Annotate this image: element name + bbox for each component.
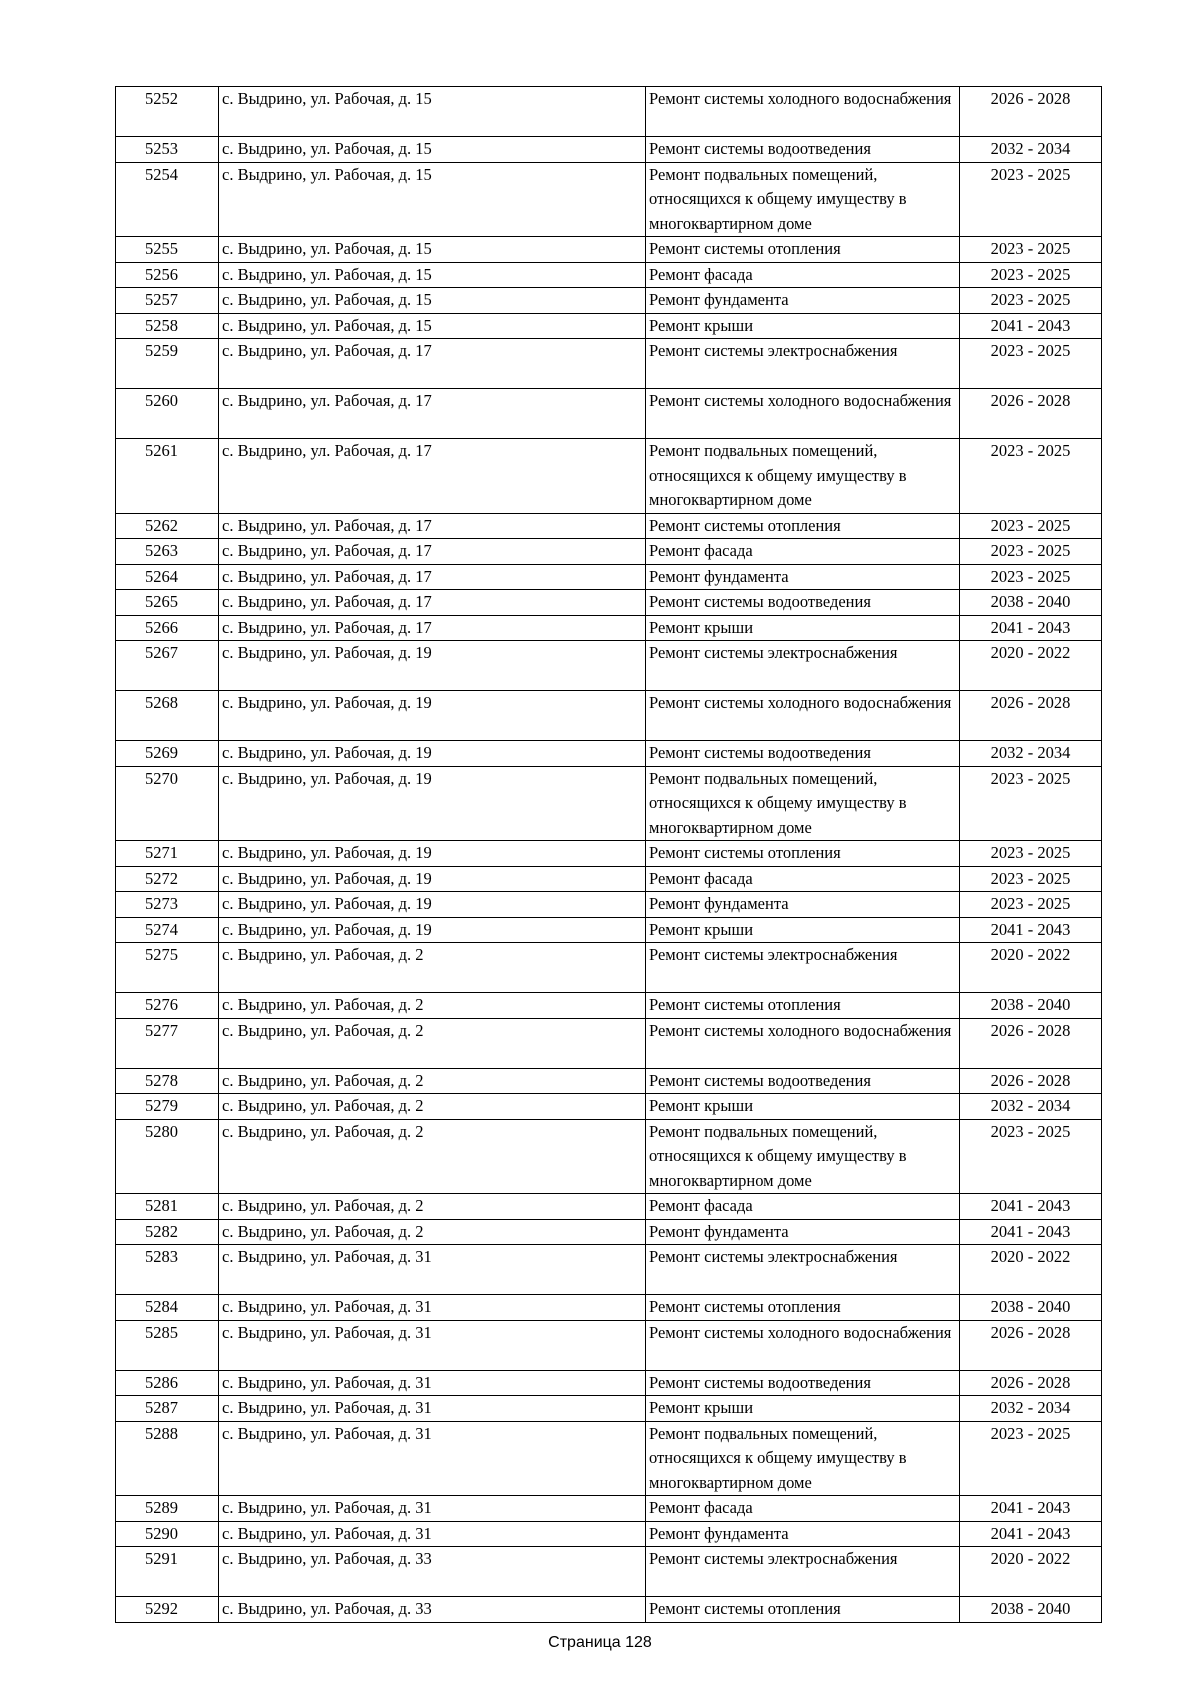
table-row	[116, 1194, 1102, 1220]
address-cell: с. Выдрино, ул. Рабочая, д. 17	[219, 513, 646, 539]
table-row	[116, 866, 1102, 892]
table-row	[116, 615, 1102, 641]
work-type-cell: Ремонт системы холодного водоснабжения	[646, 87, 960, 137]
table-row	[116, 1547, 1102, 1597]
period-cell: 2023 - 2025	[960, 339, 1102, 389]
row-number-cell: 5279	[116, 1094, 219, 1120]
table-row	[116, 237, 1102, 263]
repair-schedule-table	[115, 86, 1102, 1623]
table-row	[116, 1119, 1102, 1194]
period-cell: 2041 - 2043	[960, 1194, 1102, 1220]
row-number-cell: 5285	[116, 1320, 219, 1370]
address-cell: с. Выдрино, ул. Рабочая, д. 31	[219, 1396, 646, 1422]
address-cell: с. Выдрино, ул. Рабочая, д. 19	[219, 741, 646, 767]
period-cell: 2023 - 2025	[960, 237, 1102, 263]
table-row	[116, 1245, 1102, 1295]
work-type-cell: Ремонт системы водоотведения	[646, 137, 960, 163]
period-cell: 2020 - 2022	[960, 1547, 1102, 1597]
period-cell: 2023 - 2025	[960, 866, 1102, 892]
table-row	[116, 1320, 1102, 1370]
row-number-cell: 5262	[116, 513, 219, 539]
work-type-cell: Ремонт системы электроснабжения	[646, 1547, 960, 1597]
address-cell: с. Выдрино, ул. Рабочая, д. 15	[219, 137, 646, 163]
work-type-cell: Ремонт фундамента	[646, 288, 960, 314]
work-type-cell: Ремонт системы холодного водоснабжения	[646, 389, 960, 439]
period-cell: 2041 - 2043	[960, 615, 1102, 641]
work-type-cell: Ремонт подвальных помещений, относящихся к общему имуществу в многоквартирном доме	[646, 162, 960, 237]
table-row	[116, 1370, 1102, 1396]
row-number-cell: 5273	[116, 892, 219, 918]
address-cell: с. Выдрино, ул. Рабочая, д. 2	[219, 1119, 646, 1194]
period-cell: 2023 - 2025	[960, 439, 1102, 514]
period-cell: 2038 - 2040	[960, 1597, 1102, 1623]
work-type-cell: Ремонт подвальных помещений, относящихся к общему имуществу в многоквартирном доме	[646, 766, 960, 841]
table-body	[116, 87, 1102, 1623]
period-cell: 2026 - 2028	[960, 389, 1102, 439]
table-row	[116, 641, 1102, 691]
address-cell: с. Выдрино, ул. Рабочая, д. 31	[219, 1245, 646, 1295]
period-cell: 2041 - 2043	[960, 917, 1102, 943]
work-type-cell: Ремонт системы водоотведения	[646, 1370, 960, 1396]
table-row	[116, 892, 1102, 918]
period-cell: 2023 - 2025	[960, 564, 1102, 590]
row-number-cell: 5270	[116, 766, 219, 841]
work-type-cell: Ремонт системы электроснабжения	[646, 1245, 960, 1295]
table-row	[116, 993, 1102, 1019]
work-type-cell: Ремонт подвальных помещений, относящихся к общему имуществу в многоквартирном доме	[646, 1421, 960, 1496]
address-cell: с. Выдрино, ул. Рабочая, д. 15	[219, 87, 646, 137]
work-type-cell: Ремонт системы отопления	[646, 237, 960, 263]
row-number-cell: 5292	[116, 1597, 219, 1623]
row-number-cell: 5261	[116, 439, 219, 514]
table-row	[116, 137, 1102, 163]
row-number-cell: 5265	[116, 590, 219, 616]
address-cell: с. Выдрино, ул. Рабочая, д. 33	[219, 1547, 646, 1597]
work-type-cell: Ремонт фундамента	[646, 1219, 960, 1245]
period-cell: 2032 - 2034	[960, 741, 1102, 767]
period-cell: 2023 - 2025	[960, 162, 1102, 237]
period-cell: 2032 - 2034	[960, 1396, 1102, 1422]
row-number-cell: 5277	[116, 1018, 219, 1068]
row-number-cell: 5266	[116, 615, 219, 641]
address-cell: с. Выдрино, ул. Рабочая, д. 19	[219, 766, 646, 841]
period-cell: 2032 - 2034	[960, 137, 1102, 163]
row-number-cell: 5260	[116, 389, 219, 439]
row-number-cell: 5288	[116, 1421, 219, 1496]
row-number-cell: 5269	[116, 741, 219, 767]
period-cell: 2023 - 2025	[960, 1421, 1102, 1496]
period-cell: 2026 - 2028	[960, 691, 1102, 741]
work-type-cell: Ремонт фундамента	[646, 892, 960, 918]
table-row	[116, 313, 1102, 339]
table-row	[116, 87, 1102, 137]
row-number-cell: 5257	[116, 288, 219, 314]
table-row	[116, 1094, 1102, 1120]
address-cell: с. Выдрино, ул. Рабочая, д. 31	[219, 1421, 646, 1496]
period-cell: 2038 - 2040	[960, 590, 1102, 616]
work-type-cell: Ремонт крыши	[646, 1094, 960, 1120]
table-row	[116, 1068, 1102, 1094]
address-cell: с. Выдрино, ул. Рабочая, д. 17	[219, 389, 646, 439]
row-number-cell: 5287	[116, 1396, 219, 1422]
address-cell: с. Выдрино, ул. Рабочая, д. 15	[219, 262, 646, 288]
period-cell: 2023 - 2025	[960, 766, 1102, 841]
work-type-cell: Ремонт фундамента	[646, 1521, 960, 1547]
table-row	[116, 741, 1102, 767]
address-cell: с. Выдрино, ул. Рабочая, д. 17	[219, 590, 646, 616]
work-type-cell: Ремонт системы отопления	[646, 1295, 960, 1321]
table-row	[116, 1496, 1102, 1522]
table-row	[116, 389, 1102, 439]
address-cell: с. Выдрино, ул. Рабочая, д. 15	[219, 162, 646, 237]
period-cell: 2020 - 2022	[960, 943, 1102, 993]
work-type-cell: Ремонт подвальных помещений, относящихся к общему имуществу в многоквартирном доме	[646, 439, 960, 514]
period-cell: 2023 - 2025	[960, 1119, 1102, 1194]
period-cell: 2020 - 2022	[960, 1245, 1102, 1295]
period-cell: 2041 - 2043	[960, 313, 1102, 339]
work-type-cell: Ремонт системы электроснабжения	[646, 943, 960, 993]
table-row	[116, 1521, 1102, 1547]
period-cell: 2023 - 2025	[960, 288, 1102, 314]
row-number-cell: 5254	[116, 162, 219, 237]
address-cell: с. Выдрино, ул. Рабочая, д. 17	[219, 615, 646, 641]
row-number-cell: 5275	[116, 943, 219, 993]
row-number-cell: 5252	[116, 87, 219, 137]
address-cell: с. Выдрино, ул. Рабочая, д. 19	[219, 917, 646, 943]
work-type-cell: Ремонт системы водоотведения	[646, 590, 960, 616]
work-type-cell: Ремонт фасада	[646, 1194, 960, 1220]
table-row	[116, 439, 1102, 514]
work-type-cell: Ремонт системы холодного водоснабжения	[646, 1018, 960, 1068]
address-cell: с. Выдрино, ул. Рабочая, д. 19	[219, 841, 646, 867]
period-cell: 2023 - 2025	[960, 892, 1102, 918]
table-row	[116, 1295, 1102, 1321]
table-row	[116, 339, 1102, 389]
period-cell: 2023 - 2025	[960, 539, 1102, 565]
address-cell: с. Выдрино, ул. Рабочая, д. 31	[219, 1521, 646, 1547]
table-row	[116, 162, 1102, 237]
row-number-cell: 5290	[116, 1521, 219, 1547]
address-cell: с. Выдрино, ул. Рабочая, д. 15	[219, 313, 646, 339]
table-row	[116, 1597, 1102, 1623]
work-type-cell: Ремонт крыши	[646, 313, 960, 339]
work-type-cell: Ремонт крыши	[646, 615, 960, 641]
table-row	[116, 564, 1102, 590]
table-row	[116, 766, 1102, 841]
work-type-cell: Ремонт системы отопления	[646, 513, 960, 539]
work-type-cell: Ремонт системы холодного водоснабжения	[646, 691, 960, 741]
table-row	[116, 288, 1102, 314]
address-cell: с. Выдрино, ул. Рабочая, д. 19	[219, 892, 646, 918]
address-cell: с. Выдрино, ул. Рабочая, д. 2	[219, 993, 646, 1019]
period-cell: 2026 - 2028	[960, 1320, 1102, 1370]
row-number-cell: 5282	[116, 1219, 219, 1245]
period-cell: 2038 - 2040	[960, 993, 1102, 1019]
address-cell: с. Выдрино, ул. Рабочая, д. 2	[219, 1018, 646, 1068]
period-cell: 2026 - 2028	[960, 87, 1102, 137]
address-cell: с. Выдрино, ул. Рабочая, д. 19	[219, 641, 646, 691]
period-cell: 2026 - 2028	[960, 1370, 1102, 1396]
row-number-cell: 5263	[116, 539, 219, 565]
row-number-cell: 5259	[116, 339, 219, 389]
page-number: Страница 128	[548, 1634, 652, 1651]
period-cell: 2041 - 2043	[960, 1219, 1102, 1245]
row-number-cell: 5271	[116, 841, 219, 867]
address-cell: с. Выдрино, ул. Рабочая, д. 31	[219, 1320, 646, 1370]
table-row	[116, 1018, 1102, 1068]
address-cell: с. Выдрино, ул. Рабочая, д. 33	[219, 1597, 646, 1623]
work-type-cell: Ремонт системы отопления	[646, 1597, 960, 1623]
period-cell: 2041 - 2043	[960, 1496, 1102, 1522]
period-cell: 2032 - 2034	[960, 1094, 1102, 1120]
row-number-cell: 5274	[116, 917, 219, 943]
work-type-cell: Ремонт фасада	[646, 866, 960, 892]
period-cell: 2026 - 2028	[960, 1018, 1102, 1068]
address-cell: с. Выдрино, ул. Рабочая, д. 2	[219, 1194, 646, 1220]
address-cell: с. Выдрино, ул. Рабочая, д. 15	[219, 237, 646, 263]
row-number-cell: 5289	[116, 1496, 219, 1522]
table-row	[116, 513, 1102, 539]
work-type-cell: Ремонт системы водоотведения	[646, 1068, 960, 1094]
work-type-cell: Ремонт фасада	[646, 1496, 960, 1522]
row-number-cell: 5276	[116, 993, 219, 1019]
address-cell: с. Выдрино, ул. Рабочая, д. 15	[219, 288, 646, 314]
work-type-cell: Ремонт крыши	[646, 1396, 960, 1422]
row-number-cell: 5255	[116, 237, 219, 263]
address-cell: с. Выдрино, ул. Рабочая, д. 2	[219, 1068, 646, 1094]
work-type-cell: Ремонт фундамента	[646, 564, 960, 590]
row-number-cell: 5280	[116, 1119, 219, 1194]
period-cell: 2023 - 2025	[960, 262, 1102, 288]
row-number-cell: 5281	[116, 1194, 219, 1220]
row-number-cell: 5268	[116, 691, 219, 741]
table-row	[116, 539, 1102, 565]
work-type-cell: Ремонт системы холодного водоснабжения	[646, 1320, 960, 1370]
work-type-cell: Ремонт фасада	[646, 539, 960, 565]
work-type-cell: Ремонт системы электроснабжения	[646, 339, 960, 389]
period-cell: 2026 - 2028	[960, 1068, 1102, 1094]
table-row	[116, 917, 1102, 943]
table-row	[116, 1421, 1102, 1496]
address-cell: с. Выдрино, ул. Рабочая, д. 19	[219, 866, 646, 892]
table-row	[116, 841, 1102, 867]
address-cell: с. Выдрино, ул. Рабочая, д. 17	[219, 339, 646, 389]
row-number-cell: 5272	[116, 866, 219, 892]
address-cell: с. Выдрино, ул. Рабочая, д. 31	[219, 1295, 646, 1321]
period-cell: 2023 - 2025	[960, 841, 1102, 867]
address-cell: с. Выдрино, ул. Рабочая, д. 2	[219, 943, 646, 993]
row-number-cell: 5283	[116, 1245, 219, 1295]
row-number-cell: 5291	[116, 1547, 219, 1597]
work-type-cell: Ремонт подвальных помещений, относящихся к общему имуществу в многоквартирном доме	[646, 1119, 960, 1194]
work-type-cell: Ремонт системы водоотведения	[646, 741, 960, 767]
table-row	[116, 691, 1102, 741]
table-row	[116, 1396, 1102, 1422]
work-type-cell: Ремонт фасада	[646, 262, 960, 288]
table-row	[116, 262, 1102, 288]
row-number-cell: 5284	[116, 1295, 219, 1321]
address-cell: с. Выдрино, ул. Рабочая, д. 17	[219, 564, 646, 590]
row-number-cell: 5267	[116, 641, 219, 691]
row-number-cell: 5278	[116, 1068, 219, 1094]
row-number-cell: 5256	[116, 262, 219, 288]
address-cell: с. Выдрино, ул. Рабочая, д. 31	[219, 1370, 646, 1396]
row-number-cell: 5258	[116, 313, 219, 339]
address-cell: с. Выдрино, ул. Рабочая, д. 2	[219, 1219, 646, 1245]
table-row	[116, 943, 1102, 993]
row-number-cell: 5264	[116, 564, 219, 590]
table-row	[116, 590, 1102, 616]
address-cell: с. Выдрино, ул. Рабочая, д. 17	[219, 539, 646, 565]
address-cell: с. Выдрино, ул. Рабочая, д. 19	[219, 691, 646, 741]
period-cell: 2038 - 2040	[960, 1295, 1102, 1321]
address-cell: с. Выдрино, ул. Рабочая, д. 31	[219, 1496, 646, 1522]
table-row	[116, 1219, 1102, 1245]
row-number-cell: 5253	[116, 137, 219, 163]
work-type-cell: Ремонт системы отопления	[646, 993, 960, 1019]
work-type-cell: Ремонт крыши	[646, 917, 960, 943]
address-cell: с. Выдрино, ул. Рабочая, д. 17	[219, 439, 646, 514]
row-number-cell: 5286	[116, 1370, 219, 1396]
period-cell: 2041 - 2043	[960, 1521, 1102, 1547]
work-type-cell: Ремонт системы электроснабжения	[646, 641, 960, 691]
work-type-cell: Ремонт системы отопления	[646, 841, 960, 867]
period-cell: 2020 - 2022	[960, 641, 1102, 691]
address-cell: с. Выдрино, ул. Рабочая, д. 2	[219, 1094, 646, 1120]
period-cell: 2023 - 2025	[960, 513, 1102, 539]
